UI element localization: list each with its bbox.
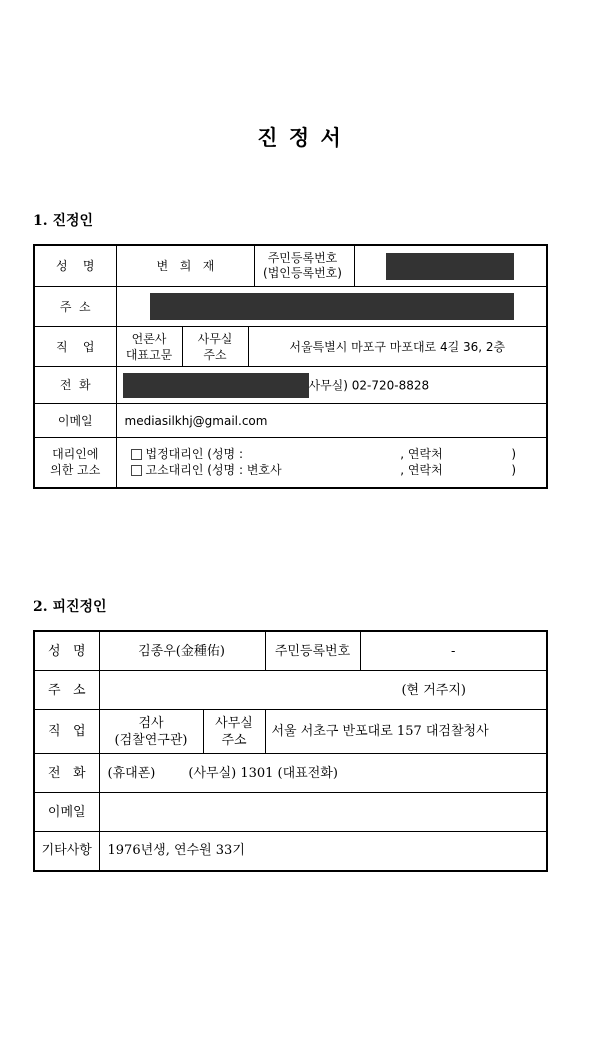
petitioner-row-agent <box>34 438 547 488</box>
redacted-address <box>150 293 514 320</box>
r-email-value <box>99 793 547 832</box>
email-label: 이메일 <box>34 404 116 438</box>
legal-agent-checkbox[interactable] <box>131 449 142 460</box>
complaint-agent-label: 고소대리인 (성명 : 변호사 <box>145 463 282 478</box>
petitioner-heading: 1. 진정인 <box>33 213 94 229</box>
r-office-label-line2: 주소 <box>221 732 247 748</box>
agent-options-cell <box>116 438 547 488</box>
r-other-value: 1976년생, 연수원 33기 <box>99 832 547 871</box>
legal-agent-contact: , 연락처 ) <box>400 447 516 462</box>
r-email-label: 이메일 <box>34 793 99 832</box>
id-value-cell <box>354 245 547 287</box>
id-label-line1: 주민등록번호 <box>267 251 338 265</box>
r-name-id-cell <box>99 631 265 671</box>
office-address: 서울특별시 마포구 마포대로 4길 36, 2층 <box>248 327 547 367</box>
respondent-row-address <box>34 671 547 710</box>
agent-label-line2: 의한 고소 <box>50 463 101 478</box>
address-label: 주 소 <box>34 287 116 327</box>
r-office-label-line1: 사무실 <box>215 715 253 731</box>
r-job-value-line1: 검사 <box>138 715 164 731</box>
phone-label: 전 화 <box>34 367 116 404</box>
r-job-label: 직 업 <box>34 710 99 754</box>
r-other-label: 기타사항 <box>34 832 99 871</box>
petitioner-row-name <box>34 245 547 287</box>
petitioner-row-phone <box>34 367 547 404</box>
document-title: 진 정 서 <box>257 125 343 150</box>
respondent-row-name <box>34 631 547 671</box>
name-value-cell <box>116 245 354 287</box>
legal-agent-option[interactable] <box>131 446 517 462</box>
r-id-value: - <box>360 631 547 671</box>
r-address-value: (현 거주지) <box>99 671 547 710</box>
petitioner-row-job <box>34 327 547 367</box>
r-name-label: 성 명 <box>34 631 99 671</box>
agent-label-line1: 대리인에 <box>52 447 99 462</box>
legal-agent-label: 법정대리인 (성명 : <box>145 447 243 462</box>
r-id-label: 주민등록번호 <box>265 631 360 671</box>
complaint-agent-option[interactable] <box>131 462 517 478</box>
job-value-line1: 언론사 <box>131 331 167 346</box>
petitioner-table <box>33 244 548 489</box>
office-label-line2: 주소 <box>203 347 227 362</box>
petitioner-row-email <box>34 404 547 438</box>
complaint-agent-contact: , 연락처 ) <box>400 463 516 478</box>
respondent-heading: 2. 피진정인 <box>33 599 107 615</box>
r-office-address: 서울 서초구 반포대로 157 대검찰청사 <box>265 710 547 754</box>
phone-office: 사무실) 02-720-8828 <box>308 378 430 392</box>
r-phone-value: (휴대폰) (사무실) 1301 (대표전화) <box>99 754 547 793</box>
r-address-label: 주 소 <box>34 671 99 710</box>
job-label: 직 업 <box>34 327 116 367</box>
office-label-line1: 사무실 <box>197 331 233 346</box>
job-value-line2: 대표고문 <box>125 347 173 362</box>
respondent-row-job <box>34 710 547 754</box>
id-label-line2: (법인등록번호) <box>263 266 342 280</box>
redacted-mobile-number <box>123 373 309 398</box>
redacted-id-number <box>386 253 514 280</box>
name-label: 성 명 <box>34 245 116 287</box>
respondent-row-email <box>34 793 547 832</box>
address-value-cell <box>116 287 547 327</box>
r-phone-label: 전 화 <box>34 754 99 793</box>
respondent-row-other <box>34 832 547 871</box>
respondent-table <box>33 630 548 872</box>
respondent-row-phone <box>34 754 547 793</box>
complaint-agent-checkbox[interactable] <box>131 465 142 476</box>
petitioner-row-address <box>34 287 547 327</box>
r-job-value-line2: (검찰연구관) <box>114 732 188 748</box>
phone-value-cell <box>116 367 547 404</box>
r-name-value: 김종우(金種佑) <box>138 643 225 659</box>
name-value: 변 희 재 <box>156 259 215 273</box>
email-value: mediasilkhj@gmail.com <box>116 404 547 438</box>
